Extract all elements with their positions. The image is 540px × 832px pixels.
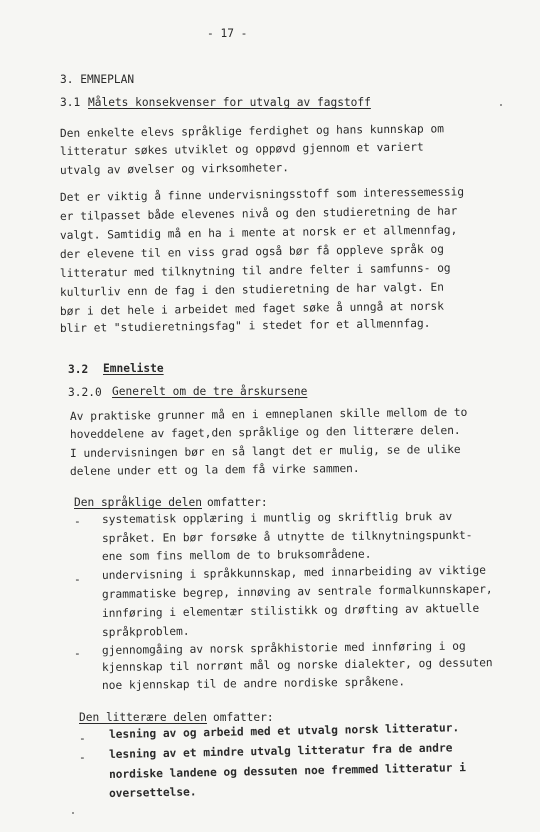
text-line: er tilpasset både elevenes nivå og den studieretning de har: [59, 204, 458, 223]
text-line: Det er viktig å finne undervisningsstoff som interessemessig: [59, 185, 465, 204]
text-line: hoveddelene av faget,den språklige og den litterære delen.: [69, 423, 461, 441]
list-heading-title: Den litterære delen: [79, 711, 207, 724]
text-line: språkproblem.: [101, 624, 190, 639]
text-line: språket. En bør forsøke å utnytte de tilknytningspunkt-: [101, 528, 473, 545]
text-line: lesning av et mindre utvalg litteratur fra de andre: [108, 741, 453, 761]
list-heading-title: Den språklige delen: [74, 496, 202, 509]
text-line: noe kjennskap til de andre nordiske språkene.: [101, 675, 406, 692]
text-line: Den enkelte elevs språklige ferdighet og hans kunnskap om: [59, 122, 444, 140]
text-line: gjennomgåing av norsk språkhistorie med innføring i og: [101, 639, 466, 657]
section-title: Emneliste: [103, 362, 164, 375]
subsection-title: Generelt om de tre årskursene: [112, 385, 308, 398]
text-line: kjennskap til norrønt mål og norske dialekter, og dessuten: [101, 656, 493, 674]
page-number: - 17 -: [207, 27, 248, 40]
bullet: -: [79, 732, 86, 745]
bullet: -: [79, 751, 86, 764]
text-line: der elevene til en viss grad også bør få oppleve språk og: [59, 242, 444, 261]
bullet: -: [74, 573, 81, 586]
text-line: undervisning i språkkunnskap, med innarbeiding av viktige: [101, 563, 486, 582]
section-number: 3.2: [68, 363, 89, 376]
text-line: grammatiske begrep, innøving av sentrale formalkunnskaper,: [101, 582, 493, 601]
text-line: lesning av og arbeid med et utvalg norsk litteratur.: [108, 721, 460, 741]
bullet: -: [74, 647, 81, 660]
text-line: litteratur med tilknytning til andre felter i samfunns- og: [59, 261, 451, 280]
subsection-title: Målets konsekvenser for utvalg av fagstoff: [88, 96, 371, 109]
subsection-number: 3.1: [60, 96, 81, 109]
text-line: utvalg av øvelser og virksomheter.: [59, 161, 290, 177]
text-line: blir et "studieretningsfag" i stedet for et allmennfag.: [59, 316, 431, 335]
section-heading: 3. EMNEPLAN: [60, 73, 135, 86]
text-line: delene under ett og la dem få virke sammen.: [69, 461, 360, 478]
text-line: bør i det hele i arbeidet med faget søke å unngå at norsk: [59, 299, 444, 318]
text-line: kulturliv enn de fag i den studieretning de har valgt. En: [59, 280, 444, 299]
text-line: litteratur søkes utviklet og oppøvd gjennom et variert: [59, 140, 424, 158]
text-line: nordiske landene og dessuten noe fremmed litteratur i: [108, 761, 467, 781]
text-line: ene som fins mellom de to bruksområdene.: [101, 547, 372, 563]
text-line: I undervisningen bør en så langt det er mulig, se de ulike: [69, 442, 461, 460]
text-line: valgt. Samtidig må en ha i mente at norsk er et allmennfag,: [59, 223, 458, 242]
list-heading-rest: omfatter:: [207, 496, 268, 509]
subsection-number: 3.2.0: [68, 386, 102, 399]
speck: [500, 104, 502, 106]
speck: [72, 812, 74, 814]
text-line: Av praktiske grunner må en i emneplanen skille mellom de to: [69, 405, 468, 423]
text-line: oversettelse.: [108, 785, 197, 800]
text-line: innføring i elementær stilistikk og drøfting av aktuelle: [101, 601, 480, 620]
list-heading-rest: omfatter:: [213, 711, 274, 724]
text-line: systematisk opplæring i muntlig og skriftlig bruk av: [101, 509, 453, 526]
bullet: -: [74, 515, 81, 528]
